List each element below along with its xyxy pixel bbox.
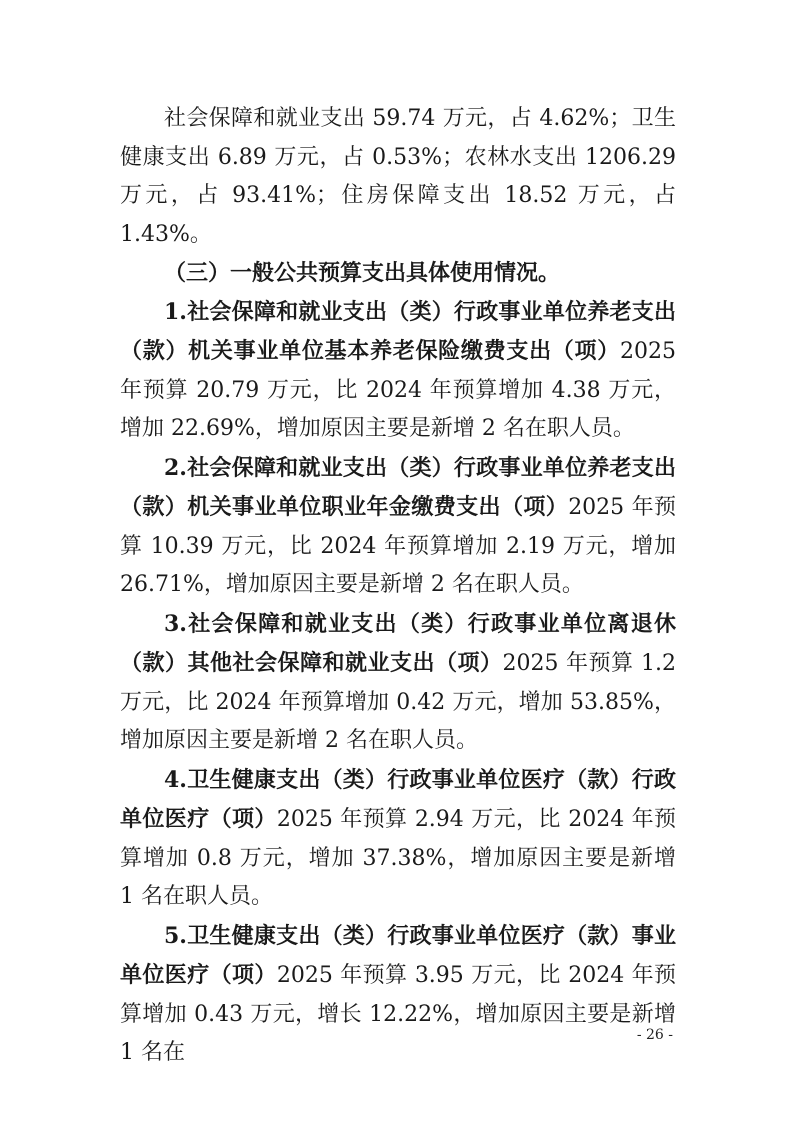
item-number: 1. — [164, 298, 187, 325]
item-number: 3. — [164, 610, 187, 637]
item-body: 2025 年预算 3.95 万元，比 2024 年预算增加 0.43 万元，增长 12.22%，增加原因主要是新增 1 名在 — [120, 963, 676, 1065]
item-body: 2025 年预算 10.39 万元，比 2024 年预算增加 2.19 万元，增加 26.71%，增加原因主要是新增 2 名在职人员。 — [120, 495, 676, 597]
item-title: 卫生健康支出（类）行政事业单位医疗（款）事业单位医疗（项） — [120, 922, 676, 988]
item-body: 2025 年预算 2.94 万元，比 2024 年预算增加 0.8 万元，增加 37.38%，增加原因主要是新增 1 名在职人员。 — [120, 807, 676, 909]
list-item — [120, 449, 676, 605]
item-title: 社会保障和就业支出（类）行政事业单位养老支出（款）机关事业单位职业年金缴费支出（项） — [120, 454, 676, 520]
intro-paragraph: 社会保障和就业支出 59.74 万元，占 4.62%；卫生健康支出 6.89 万元，占 0.53%；农林水支出 1206.29 万元，占 93.41%；住房保障支出 18.52 万元，占 1.43%。 — [120, 106, 676, 247]
item-body: 2025 年预算 20.79 万元，比 2024 年预算增加 4.38 万元，增加 22.69%，增加原因主要是新增 2 名在职人员。 — [120, 339, 676, 441]
item-number: 2. — [164, 454, 187, 481]
item-body: 2025 年预算 1.2 万元，比 2024 年预算增加 0.42 万元，增加 53.85%，增加原因主要是新增 2 名在职人员。 — [120, 651, 676, 753]
list-item — [120, 917, 676, 1073]
list-item — [120, 605, 676, 761]
item-title: 社会保障和就业支出（类）行政事业单位离退休（款）其他社会保障和就业支出（项） — [120, 610, 676, 676]
list-item — [120, 761, 676, 917]
item-number: 4. — [164, 766, 187, 793]
item-title: 卫生健康支出（类）行政事业单位医疗（款）行政单位医疗（项） — [120, 766, 676, 832]
list-item — [120, 293, 676, 449]
item-title: 社会保障和就业支出（类）行政事业单位养老支出（款）机关事业单位基本养老保险缴费支出（项） — [120, 298, 676, 364]
page-number: - 26 - — [636, 1027, 673, 1043]
section-heading: （三）一般公共预算支出具体使用情况。 — [164, 260, 561, 286]
item-number: 5. — [164, 922, 187, 949]
document-page — [120, 100, 676, 1073]
